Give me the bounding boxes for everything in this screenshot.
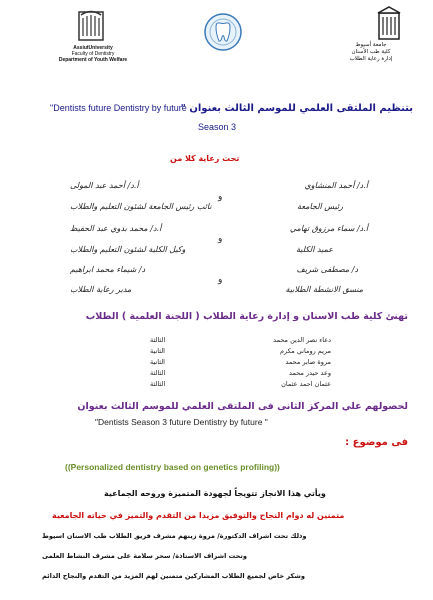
patron-left-title-3: مدير رعاية الطلاب bbox=[70, 285, 132, 294]
patron-right-title-1: رئيس الجامعة bbox=[297, 202, 343, 211]
winner-rank: الثالثة bbox=[150, 336, 166, 344]
winner-rank: الثانية bbox=[150, 347, 165, 355]
title-english: "Dentists future Dentistry by future bbox=[50, 103, 187, 113]
university-name: AssiutUniversity bbox=[73, 45, 113, 51]
achievement-heading: لحصولهم علي المركز الثانى فى الملتقى العلمي للموسم الثالث بعنوان bbox=[77, 401, 408, 412]
patron-left-name-3: د/ شيماء محمد ابراهيم bbox=[70, 265, 146, 274]
title-arabic: بتنظيم الملتقى العلمي للموسم الثالث بعنوان " bbox=[180, 103, 413, 114]
winner-name: دعاء نصر الدين محمد bbox=[273, 336, 331, 344]
conjunction-1: و bbox=[218, 192, 223, 202]
department-name-ar: إدارة رعاية الطلاب bbox=[349, 56, 393, 62]
winner-name: مريم روماني مكرم bbox=[280, 347, 331, 355]
congratulations-heading: تهنئ كلية طب الاسنان و إدارة رعاية الطلاب ( اللجنة العلمية ) الطلاب bbox=[85, 311, 408, 322]
achievement-title-english: "Dentists Season 3 future Dentistry by future " bbox=[95, 417, 268, 427]
faculty-of-dentistry-logo bbox=[203, 12, 243, 52]
winner-rank: الثالثة bbox=[150, 380, 166, 388]
faculty-name: Faculty of Dentistry bbox=[71, 51, 115, 57]
topic-label: فى موضوع : bbox=[345, 437, 408, 448]
closing-line-5: وشكر خاص لجميع الطلاب المشاركين متمنين لهم المزيد من التقدم والنجاح الدائم bbox=[42, 572, 305, 580]
patron-right-title-2: عميد الكلية bbox=[296, 245, 333, 254]
closing-line-3: وذلك تحت اشراف الدكتورة/ مروة زينهم مشرف فريق الطلاب طب الاسنان اسيوط bbox=[42, 532, 307, 540]
department-name: Department of Youth Welfare bbox=[58, 57, 128, 63]
patron-right-name-2: أ.د/ سماء مرزوق تهامي bbox=[289, 224, 368, 233]
patron-right-name-1: أ.د/ أحمد المنشاوي bbox=[304, 181, 368, 190]
patronage-heading: تحت رعاية كلا من bbox=[170, 154, 240, 163]
university-logo bbox=[375, 5, 403, 43]
closing-line-2: متمنين له دوام النجاح والتوفيق مزيدا من التقدم والتميز في حياته الجامعية bbox=[52, 511, 345, 520]
season-label: Season 3 bbox=[198, 122, 237, 132]
patron-left-name-2: أ.د/ محمد بدوي عبد الحفيظ bbox=[70, 224, 162, 233]
winner-name: عثمان احمد عثمان bbox=[281, 380, 331, 388]
topic-title-english: ((Personalized dentistry based on genetics profiling)) bbox=[65, 462, 280, 472]
patron-right-title-3: منسق الانشطة الطلابية bbox=[285, 285, 363, 294]
header-left-block bbox=[38, 45, 148, 63]
conjunction-3: و bbox=[218, 275, 223, 285]
patron-left-title-1: نائب رئيس الجامعة لشئون التعليم والطلاب bbox=[70, 202, 212, 211]
patron-right-name-3: د/ مصطفى شريف bbox=[296, 265, 358, 274]
winner-name: وعد حيدر محمد bbox=[289, 369, 331, 377]
patron-left-title-2: وكيل الكلية لشئون التعليم والطلاب bbox=[70, 245, 186, 254]
faculty-name-ar: كلية طب الأسنان bbox=[351, 49, 391, 55]
winner-rank: الثانية bbox=[150, 358, 165, 366]
closing-line-4: وتحت اشراف الاستاذة/ سحر سلامة على مشرف النشاط العلمى bbox=[42, 552, 247, 560]
winner-rank: الثالثة bbox=[150, 369, 166, 377]
university-name-ar: جامعة أسيوط bbox=[355, 42, 387, 48]
header-right-block bbox=[341, 42, 401, 63]
patron-left-name-1: أ.د/ أحمد عبد المولى bbox=[70, 181, 139, 190]
winner-name: مروة صابر محمد bbox=[285, 358, 331, 366]
assiut-university-logo bbox=[73, 8, 109, 44]
conjunction-2: و bbox=[218, 234, 223, 244]
closing-line-1: ويأتي هذا الانجاز تتويجاً لجهودة المتميزة وروحه الجماعية bbox=[104, 489, 326, 498]
